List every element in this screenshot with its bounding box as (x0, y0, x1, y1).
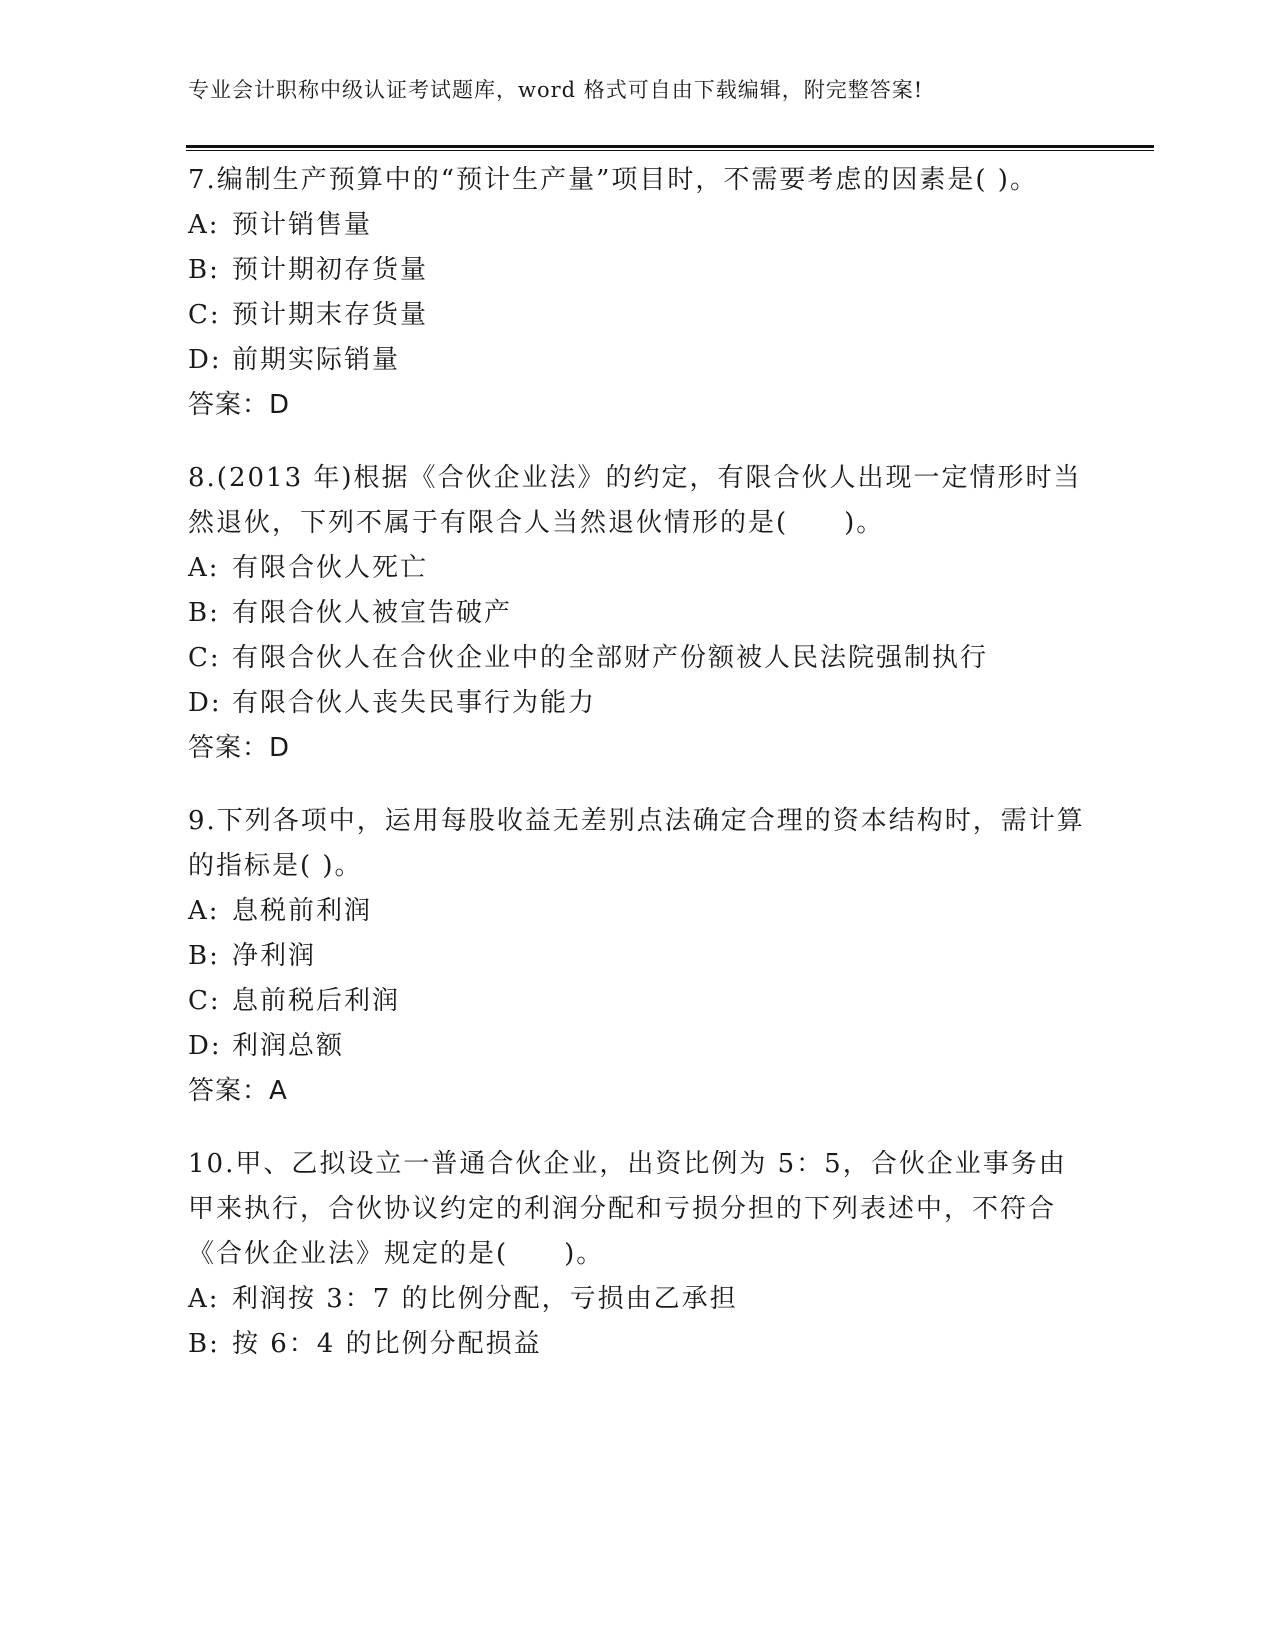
option-letter: A: (188, 1284, 220, 1314)
option-a (188, 203, 1088, 248)
option-letter: D: (188, 345, 222, 375)
option-b (188, 934, 1088, 979)
question-stem: 9.下列各项中，运用每股收益无差别点法确定合理的资本结构时，需计算的指标是( )。 (188, 806, 1085, 881)
option-c (188, 293, 1088, 338)
option-d (188, 681, 1088, 726)
question-stem: 10.甲、乙拟设立一普通合伙企业，出资比例为 5：5，合伙企业事务由甲来执行，合伙协议约定的利润分配和亏损分担的下列表述中，不符合《合伙企业法》规定的是( )。 (188, 1149, 1067, 1269)
option-letter: C: (188, 643, 221, 673)
option-a (188, 546, 1088, 591)
answer-line: 答案：A (188, 1076, 288, 1106)
option-b (188, 248, 1088, 293)
question-7 (188, 158, 1088, 428)
option-text: 利润按 3：7 的比例分配，亏损由乙承担 (232, 1284, 738, 1314)
option-text: 有限合伙人死亡 (232, 553, 429, 583)
option-letter: C: (188, 986, 221, 1016)
header-rule-thin (186, 150, 1154, 151)
option-a (188, 889, 1088, 934)
answer-line: 答案：D (188, 733, 291, 763)
option-text: 息税前利润 (232, 896, 373, 926)
option-text: 有限合伙人被宣告破产 (232, 598, 513, 628)
page-header: 专业会计职称中级认证考试题库，word 格式可自由下载编辑，附完整答案! (188, 78, 924, 102)
option-letter: C: (188, 300, 221, 330)
option-text: 预计销售量 (232, 210, 373, 240)
option-text: 预计期末存货量 (232, 300, 429, 330)
option-text: 息前税后利润 (232, 986, 401, 1016)
answer-line: 答案：D (188, 390, 291, 420)
question-list (188, 158, 1088, 1395)
option-text: 预计期初存货量 (232, 255, 429, 285)
option-letter: B: (188, 255, 220, 285)
option-text: 净利润 (232, 941, 317, 971)
option-c (188, 979, 1088, 1024)
option-text: 前期实际销量 (232, 345, 401, 375)
question-stem: 7.编制生产预算中的“预计生产量”项目时，不需要考虑的因素是( )。 (188, 165, 1038, 195)
option-d (188, 1024, 1088, 1069)
option-letter: A: (188, 210, 220, 240)
question-10 (188, 1142, 1088, 1367)
option-letter: D: (188, 688, 222, 718)
option-d (188, 338, 1088, 383)
option-letter: B: (188, 941, 220, 971)
header-rule-thick (186, 145, 1154, 148)
option-text: 有限合伙人在合伙企业中的全部财产份额被人民法院强制执行 (232, 643, 989, 673)
option-c (188, 636, 1088, 681)
option-letter: B: (188, 1329, 220, 1359)
option-text: 利润总额 (232, 1031, 345, 1061)
option-letter: B: (188, 598, 220, 628)
question-9 (188, 799, 1088, 1114)
option-letter: D: (188, 1031, 222, 1061)
question-stem: 8.(2013 年)根据《合伙企业法》的约定，有限合伙人出现一定情形时当然退伙，下列不属于有限合人当然退伙情形的是( )。 (188, 463, 1082, 538)
option-letter: A: (188, 553, 220, 583)
option-text: 按 6：4 的比例分配损益 (232, 1329, 542, 1359)
option-b (188, 591, 1088, 636)
option-b (188, 1322, 1088, 1367)
option-letter: A: (188, 896, 220, 926)
option-text: 有限合伙人丧失民事行为能力 (232, 688, 597, 718)
question-8 (188, 456, 1088, 771)
option-a (188, 1277, 1088, 1322)
